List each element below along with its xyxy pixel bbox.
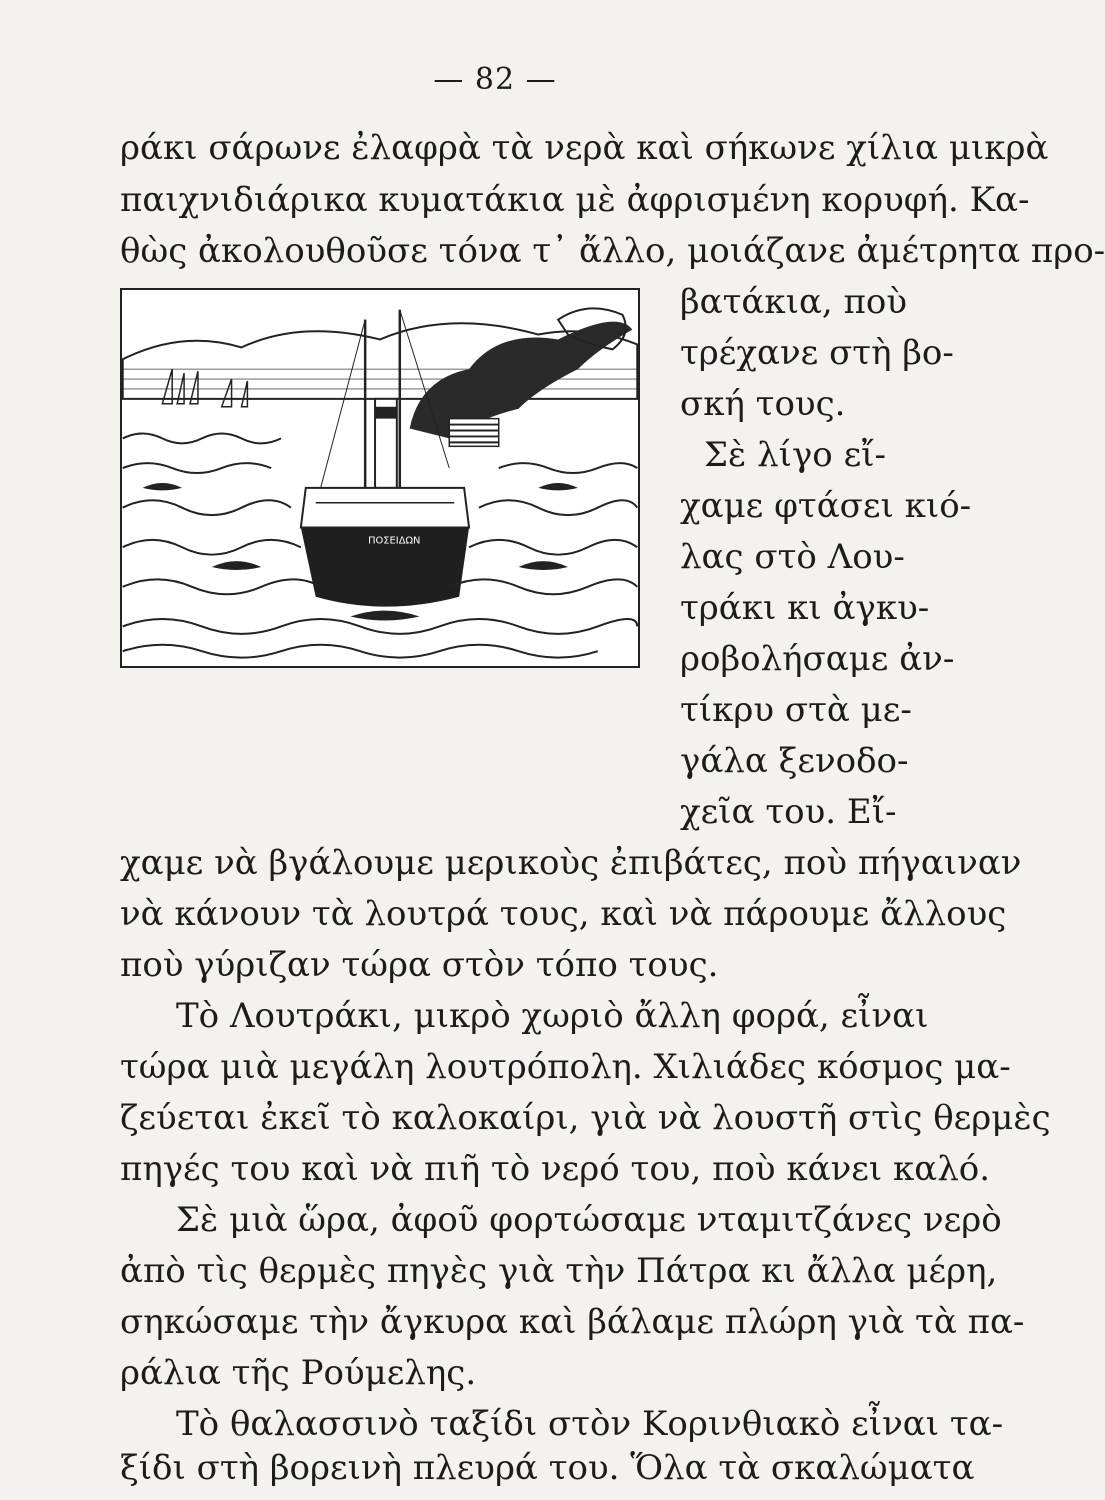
text-line: ζεύεται ἐκεῖ τὸ καλοκαίρι, γιὰ νὰ λουστῆ στὶς θερμὲς (120, 1098, 1051, 1138)
text-line: χεῖα του. Εἴ- (680, 792, 897, 832)
text-line: ἀπὸ τὶς θερμὲς πηγὲς γιὰ τὴν Πάτρα κι ἄλλα μέρη, (120, 1251, 998, 1291)
text-line: βατάκια, ποὺ (680, 282, 908, 322)
steamship-icon (122, 290, 638, 666)
text-line: σκή τους. (680, 384, 846, 424)
text-line: γάλα ξενοδο- (680, 741, 909, 781)
text-line: τίκρυ στὰ με- (680, 690, 912, 730)
text-line: σηκώσαμε τὴν ἄγκυρα καὶ βάλαμε πλώρη γιὰ τὰ πα- (120, 1302, 1025, 1342)
text-line: ράλια τῆς Ρούμελης. (120, 1353, 477, 1393)
text-line: νὰ κάνουν τὰ λουτρά τους, καὶ νὰ πάρουμε ἄλλους (120, 894, 1007, 934)
steamship-illustration (120, 288, 640, 668)
page-number: — 82 — (433, 62, 557, 97)
text-line: ροβολήσαμε ἀν- (680, 639, 955, 679)
text-line: Σὲ μιὰ ὥρα, ἀφοῦ φορτώσαμε νταμιτζάνες νερὸ (176, 1200, 1002, 1240)
ship-name: ΠΟΣΕΙΔΩΝ (368, 535, 421, 547)
text-line: λας στὸ Λου- (680, 537, 905, 577)
text-line: πηγές του καὶ νὰ πιῆ τὸ νερό του, ποὺ κάνει καλό. (120, 1149, 991, 1189)
text-line: Τὸ θαλασσινὸ ταξίδι στὸν Κορινθιακὸ εἶναι τα- (176, 1404, 1004, 1444)
text-line: χαμε φτάσει κιό- (680, 486, 972, 526)
text-line: Τὸ Λουτράκι, μικρὸ χωριὸ ἄλλη φορά, εἶναι (176, 996, 929, 1036)
text-line: χαμε νὰ βγάλουμε μερικοὺς ἐπιβάτες, ποὺ πήγαιναν (120, 843, 1022, 883)
text-line: τώρα μιὰ μεγάλη λουτρόπολη. Χιλιάδες κόσμος μα- (120, 1047, 1011, 1087)
text-line: ποὺ γύριζαν τώρα στὸν τόπο τους. (120, 945, 719, 985)
text-line: τράκι κι ἀγκυ- (680, 588, 930, 628)
text-line: θὼς ἀκολουθοῦσε τόνα τ᾿ ἄλλο, μοιάζανε ἀμέτρητα προ- (120, 231, 1105, 271)
text-line: Σὲ λίγο εἴ- (704, 435, 887, 475)
text-line: τρέχανε στὴ βο- (680, 333, 954, 373)
text-line: παιχνιδιάρικα κυματάκια μὲ ἀφρισμένη κορυφή. Κα- (120, 180, 1030, 220)
text-line: ξίδι στὴ βορεινὴ πλευρά του. Ὅλα τὰ σκαλώματα (120, 1448, 975, 1488)
text-line: ράκι σάρωνε ἐλαφρὰ τὰ νερὰ καὶ σήκωνε χίλια μικρὰ (120, 128, 1049, 168)
